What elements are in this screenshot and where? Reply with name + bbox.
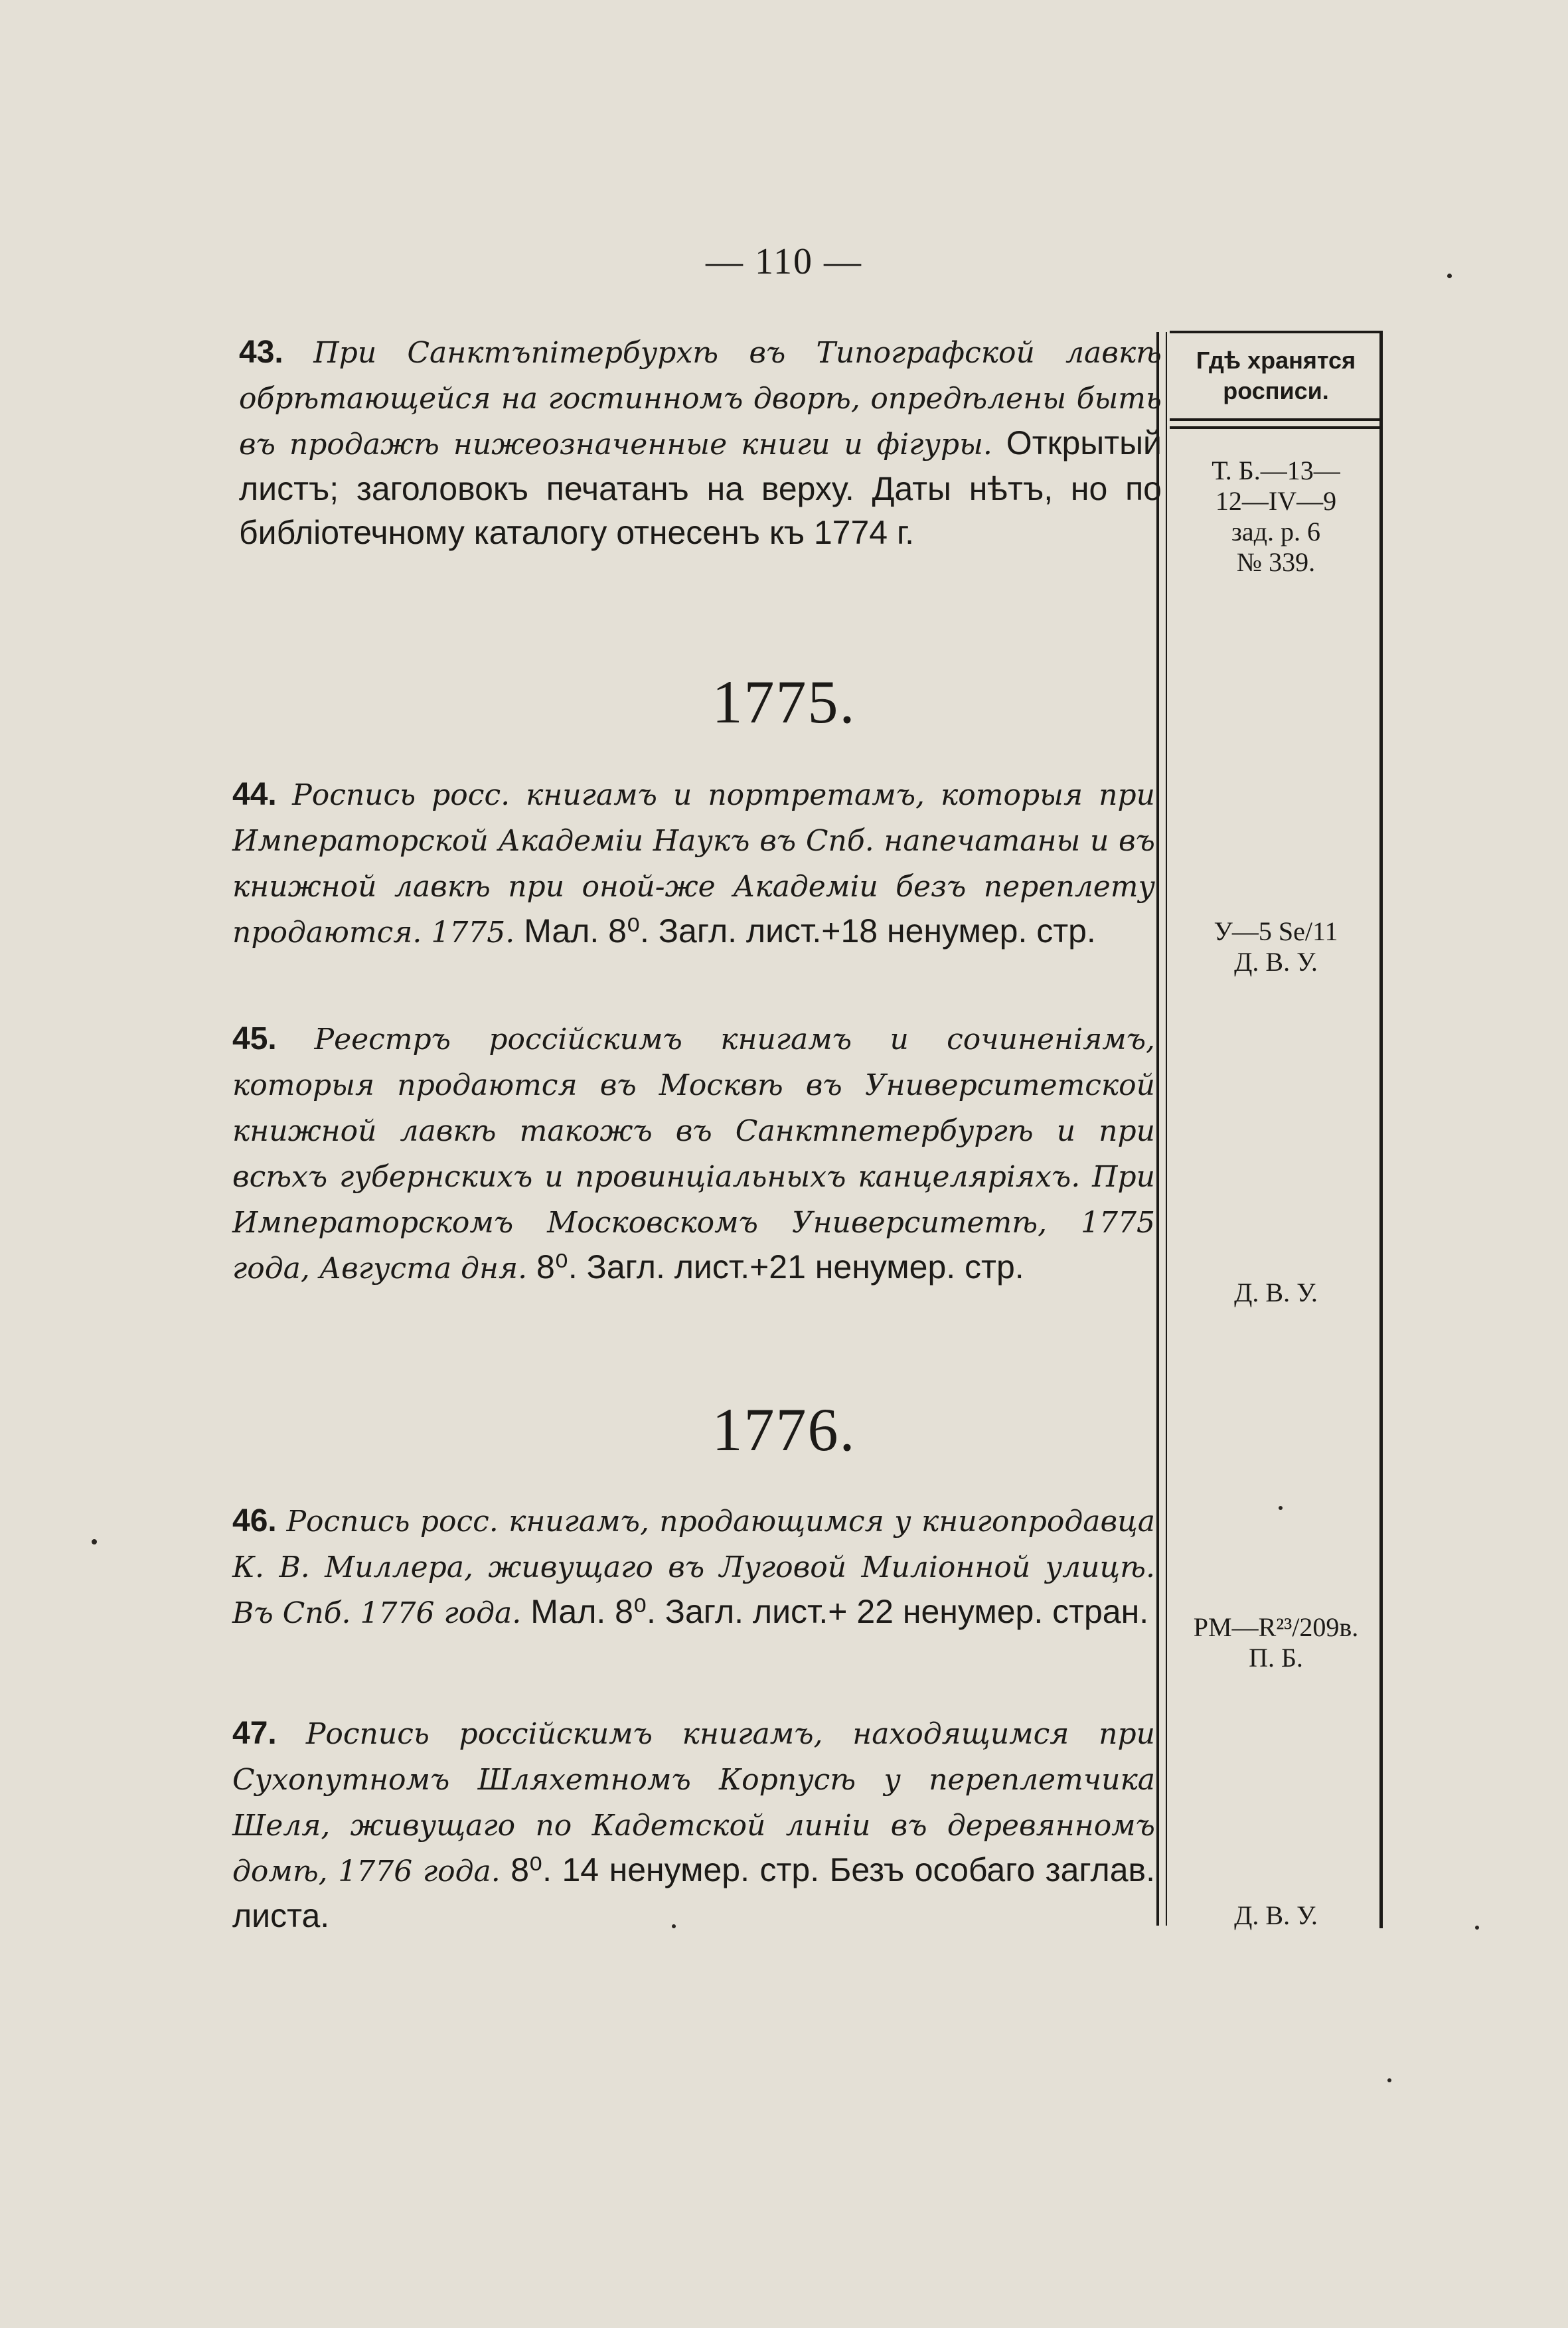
entry-number: 47	[232, 1716, 268, 1751]
location-line: зад. р. 6	[1231, 517, 1320, 546]
entry-47: 47. Роспись россійскимъ книгамъ, находящимся при Сухопутномъ Шляхетномъ Корпусѣ у переплетчика Шеля, живущаго по Кадетской линіи въ деревянномъ домѣ, 1776 года. 8⁰. 14 ненумер. стр. Безъ особаго заглав. листа.	[232, 1716, 1156, 1934]
page-number: — 110 —	[706, 241, 862, 282]
paper-speck	[672, 1924, 676, 1928]
location-45	[1175, 1278, 1377, 1308]
entry-description: Открытый листъ; заголовокъ печатанъ на верху. Даты нѣтъ, но по библіотечному каталогу отнесенъ къ 1774 г.	[239, 424, 1162, 551]
entry-45: 45. Реестръ россійскимъ книгамъ и сочиненіямъ, которыя продаются въ Москвѣ въ Университетской книжной лавкѣ такожъ въ Санктпетербургѣ и при всѣхъ губернскихъ и провинціальныхъ канцеляріяхъ. При Императорскомъ Московскомъ Университетѣ, 1775 года, Августа дня. 8⁰. Загл. лист.+21 ненумер. стр.	[232, 1021, 1156, 1286]
location-line: Т. Б.—13—	[1212, 456, 1340, 485]
paper-speck	[1387, 2078, 1391, 2082]
column-header-line1: Гдѣ хранятся	[1196, 347, 1356, 374]
entry-44: 44. Роспись росс. книгамъ и портретамъ, которыя при Императорской Академіи Наукъ въ Спб. напечатаны и въ книжной лавкѣ при оной-же Академіи безъ переплету продаются. 1775. Мал. 8⁰. Загл. лист.+18 ненумер. стр.	[232, 777, 1156, 950]
entry-description: 8⁰. Загл. лист.+21 ненумер. стр.	[536, 1248, 1024, 1286]
paper-speck	[1475, 1926, 1479, 1930]
entry-43: 43. При Санктъпітербурхѣ въ Типографской лавкѣ обрѣтающейся на гостинномъ дворѣ, опредѣлены быть въ продажѣ нижеозначенные книги и фігуры. Открытый листъ; заголовокъ печатанъ на верху. Даты нѣтъ, но по библіотечному каталогу отнесенъ къ 1774 г.	[239, 335, 1162, 551]
entry-title: Роспись росс. книгамъ, продающимся у книгопродавца К. В. Миллера, живущаго въ Луговой Миліонной улицѣ. Въ Спб. 1776 года.	[232, 1505, 1156, 1630]
year-heading-1775: 1775.	[712, 668, 856, 736]
location-44	[1175, 916, 1377, 977]
location-line: № 339.	[1236, 547, 1316, 577]
column-rule-right	[1379, 331, 1383, 1928]
location-47	[1175, 1900, 1377, 1931]
entry-number: 43	[239, 335, 275, 370]
column-header	[1175, 345, 1377, 406]
entry-number: 45	[232, 1021, 268, 1056]
location-line: П. Б.	[1249, 1643, 1303, 1673]
location-line: Д. В. У.	[1234, 1278, 1318, 1307]
location-line: Д. В. У.	[1234, 947, 1318, 977]
location-line: 12—IV—9	[1215, 486, 1337, 516]
entry-number: 44	[232, 777, 268, 812]
entry-description: Мал. 8⁰. Загл. лист.+ 22 ненумер. стран.	[530, 1593, 1149, 1630]
entry-title: Роспись росс. книгамъ и портретамъ, которыя при Императорской Академіи Наукъ въ Спб. напечатаны и въ книжной лавкѣ при оной-же Академіи безъ переплету продаются. 1775.	[232, 778, 1156, 950]
column-header-line2: росписи.	[1223, 377, 1329, 404]
column-rule-left	[1156, 332, 1159, 1926]
location-line: Д. В. У.	[1234, 1900, 1318, 1930]
entry-title: Роспись россійскимъ книгамъ, находящимся при Сухопутномъ Шляхетномъ Корпусѣ у переплетчика Шеля, живущаго по Кадетской линіи въ деревянномъ домѣ, 1776 года.	[232, 1717, 1156, 1888]
paper-speck	[1279, 1506, 1283, 1510]
paper-speck	[1447, 274, 1452, 278]
location-line: У—5 Se/11	[1214, 916, 1338, 946]
paper-speck	[92, 1539, 97, 1544]
entry-description: 8⁰. 14 ненумер. стр. Безъ особаго заглав. листа.	[232, 1851, 1155, 1934]
entry-number: 46	[232, 1503, 268, 1538]
entry-title: При Санктъпітербурхѣ въ Типографской лавкѣ обрѣтающейся на гостинномъ дворѣ, опредѣлены быть въ продажѣ нижеозначенные книги и фігуры.	[239, 336, 1162, 461]
entry-46: 46. Роспись росс. книгамъ, продающимся у книгопродавца К. В. Миллера, живущаго въ Луговой Миліонной улицѣ. Въ Спб. 1776 года. Мал. 8⁰. Загл. лист.+ 22 ненумер. стран.	[232, 1503, 1156, 1630]
entry-title: Реестръ россійскимъ книгамъ и сочиненіямъ, которыя продаются въ Москвѣ въ Университетской книжной лавкѣ такожъ въ Санктпетербургѣ и при всѣхъ губернскихъ и провинціальныхъ канцеляріяхъ. При Императорскомъ Московскомъ Университетѣ, 1775 года, Августа дня.	[232, 1023, 1156, 1286]
location-46	[1175, 1612, 1377, 1673]
column-rule-left-inner	[1166, 332, 1167, 1926]
location-line: РМ—R²³/209в.	[1193, 1612, 1359, 1642]
year-heading-1776: 1776.	[712, 1396, 856, 1463]
location-43	[1175, 456, 1377, 578]
entry-description: Мал. 8⁰. Загл. лист.+18 ненумер. стр.	[524, 912, 1096, 950]
